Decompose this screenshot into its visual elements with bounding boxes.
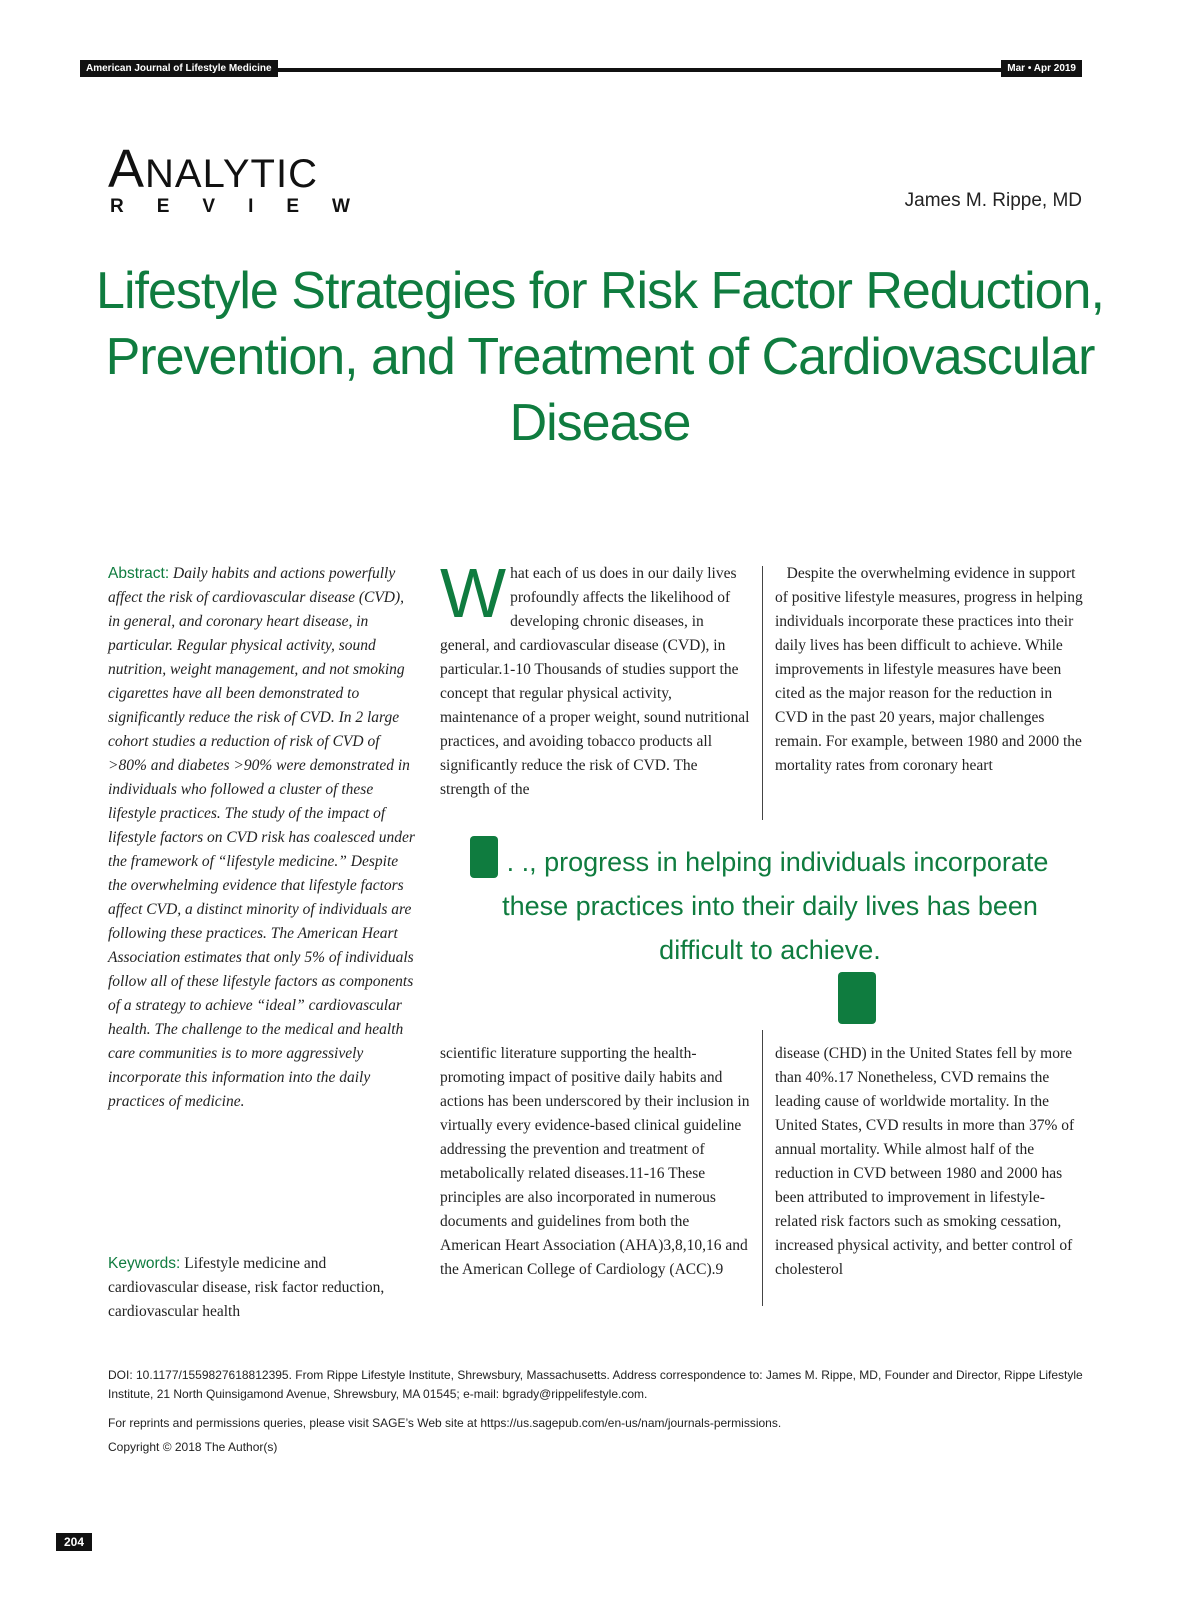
page-number: 204	[56, 1533, 92, 1551]
body-column-2-bottom: scientific literature supporting the health-promoting impact of positive daily habits and actions has been underscored by their inclusion in virtually every evidence-based clinical guideline addressing the prevention and treatment of metabolically related diseases.11-16 These principles are also incorporated in numerous documents and guidelines from both the American Heart Association (AHA)3,8,10,16 and the American College of Cardiology (ACC).9	[440, 1045, 750, 1278]
abstract	[108, 562, 416, 1114]
body-column-3-bottom: disease (CHD) in the United States fell by more than 40%.17 Nonetheless, CVD remains the leading cause of worldwide mortality. In the United States, CVD results in more than 37% of annual mortality. While almost half of the reduction in CVD between 1980 and 2000 has been attributed to improvement in lifestyle-related risk factors such as smoking cessation, increased physical activity, and better control of cholesterol	[775, 1045, 1075, 1278]
journal-name: American Journal of Lifestyle Medicine	[80, 60, 278, 77]
keywords-label: Keywords:	[108, 1254, 181, 1272]
article-title: Lifestyle Strategies for Risk Factor Reduction, Prevention, and Treatment of Cardiovascular Disease	[96, 262, 1104, 452]
keywords	[108, 1252, 416, 1324]
section-brand	[108, 139, 318, 199]
section-brand-initial: A	[108, 139, 146, 199]
author-name: James M. Rippe, MD	[904, 190, 1082, 211]
drop-cap: W	[440, 554, 507, 632]
body-column-2-top	[440, 554, 750, 802]
pull-quote: . . ., progress in helping individuals incorporate these practices into their daily lives has been difficult to achieve.	[491, 847, 1049, 965]
copyright-note: Copyright © 2018 The Author(s)	[108, 1440, 278, 1454]
column-divider	[762, 566, 763, 820]
reprints-note: For reprints and permissions queries, please visit SAGE’s Web site at https://us.sagepub.com/en-us/nam/journals-permissions.	[108, 1416, 782, 1430]
body-column-3-top	[775, 562, 1085, 778]
abstract-label: Abstract:	[108, 565, 170, 582]
column-divider	[762, 1030, 763, 1306]
doi-note: DOI: 10.1177/1559827618812395. From Rippe Lifestyle Institute, Shrewsbury, Massachusetts. Address correspondence to: James M. Rippe, MD, Founder and Director, Rippe Lifestyle Institute, 21 North Quinsigamond Avenue, Shrewsbury, MA 01545; e-mail: bgrady@rippelifestyle.com.	[108, 1368, 1083, 1401]
keywords-text: Lifestyle medicine and cardiovascular disease, risk factor reduction, cardiovascular health	[108, 1254, 385, 1320]
issue-date: Mar • Apr 2019	[1001, 60, 1082, 77]
close-quote-icon	[838, 972, 876, 1024]
body-text: hat each of us does in our daily lives profoundly affects the likelihood of developing chronic diseases, in general, and cardiovascular disease (CVD), in particular.1-10 Thousands of studies support the concept that regular physical activity, maintenance of a proper weight, sound nutritional practices, and avoiding tobacco products all significantly reduce the risk of CVD. The strength of the	[440, 565, 750, 798]
body-text: Despite the overwhelming evidence in support of positive lifestyle measures, progress in helping individuals incorporate these practices into their daily lives has been difficult to achieve. While improvements in lifestyle measures have been cited as the major reason for the reduction in CVD in the past 20 years, major challenges remain. For example, between 1980 and 2000 the mortality rates from coronary heart	[775, 565, 1083, 774]
section-subtitle: REVIEW	[110, 196, 383, 217]
section-brand-rest: NALYTIC	[145, 152, 318, 196]
abstract-text: Daily habits and actions powerfully affect the risk of cardiovascular disease (CVD), in general, and coronary heart disease, in particular. Regular physical activity, sound nutrition, weight management, and not smoking cigarettes have all been demonstrated to significantly reduce the risk of CVD. In 2 large cohort studies a reduction of risk of CVD of >80% and diabetes >90% were demonstrated in individuals who followed a cluster of these lifestyle practices. The study of the impact of lifestyle factors on CVD risk has coalesced under the framework of “lifestyle medicine.” Despite the overwhelming evidence that lifestyle factors affect CVD, a distinct minority of individuals are following these practices. The American Heart Association estimates that only 5% of individuals follow all of these lifestyle factors as components of a strategy to achieve “ideal” cardiovascular health. The challenge to the medical and health care communities is to more aggressively incorporate this information into the daily practices of medicine.	[108, 565, 415, 1110]
